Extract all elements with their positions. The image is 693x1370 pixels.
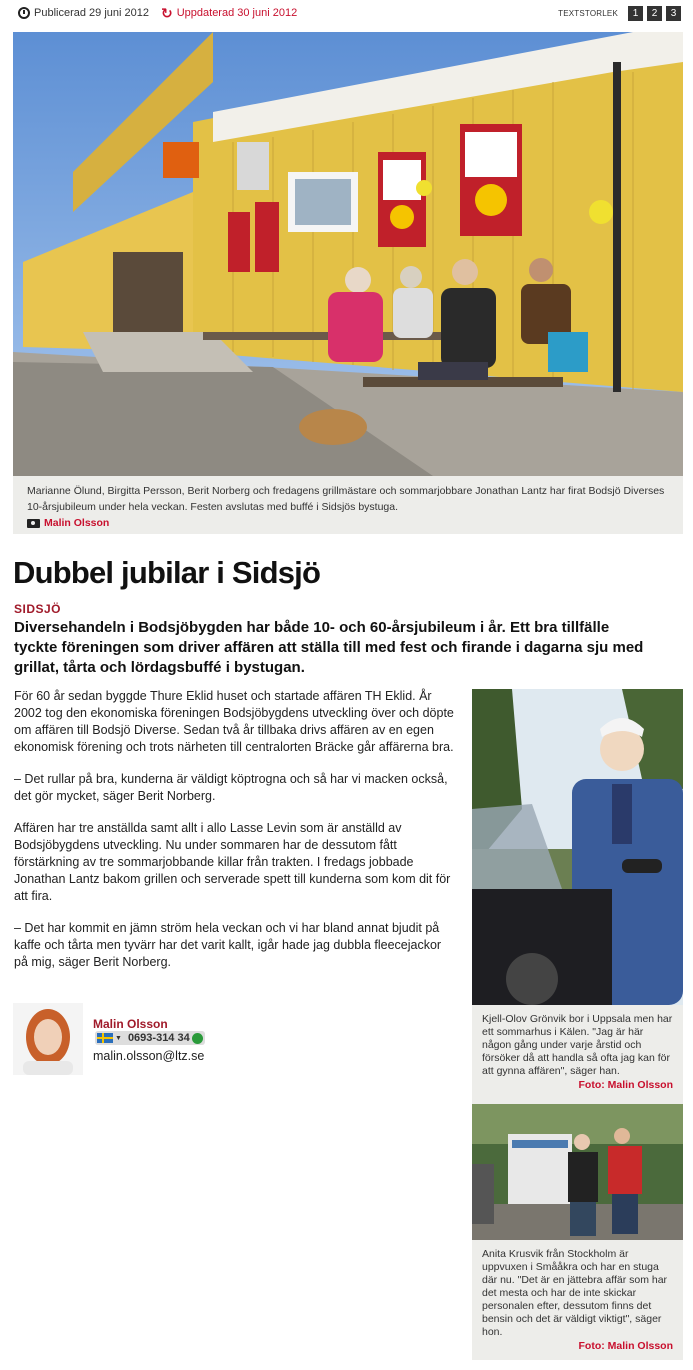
side-caption-2-credit: Foto: Malin Olsson — [578, 1340, 673, 1352]
hero-photo-credit — [27, 515, 669, 531]
refresh-icon: ↻ — [160, 5, 173, 21]
side-photo-2-illustration — [472, 1104, 683, 1240]
textsize-label: TEXTSTORLEK — [558, 8, 618, 18]
side-photo-1[interactable] — [472, 689, 683, 1005]
side-photo-1-illustration — [472, 689, 683, 1005]
camera-icon — [27, 519, 40, 528]
side-caption-2-text: Anita Krusvik från Stockholm är uppvuxen i Smååkra och har en stuga där nu. "Det är en jättebra affär som har det mesta och har de inte skickar personalen efter, dessutom finns det bensin och det är väldigt viktigt", säger hon. — [482, 1248, 668, 1338]
body-paragraph: – Det rullar på bra, kunderna är väldigt köptrogna och så har vi macken också, det gör mycket, säger Berit Norberg. — [14, 772, 448, 803]
chevron-down-icon: ▼ — [115, 1034, 122, 1042]
article-body — [14, 688, 454, 986]
article-title: Dubbel jubilar i Sidsjö — [13, 555, 321, 590]
author-email[interactable]: malin.olsson@ltz.se — [93, 1049, 205, 1063]
clock-icon — [18, 7, 30, 19]
article-meta — [18, 5, 681, 21]
hero-credit-name: Malin Olsson — [44, 517, 110, 529]
article-kicker: SIDSJÖ — [14, 602, 62, 616]
side-caption-1-credit: Foto: Malin Olsson — [578, 1079, 673, 1091]
body-paragraph: Affären har tre anställda samt allt i allo Lasse Levin som är anställd av Bodsjöbygdens utveckling. Nu under sommaren har de dessutom fått förstärkning av tre sommarjobbande killar från trakten. I fredags jobbade Jonathan Lantz bakom grillen och serverade spett till kunderna som kom dit för att fira. — [14, 821, 451, 903]
author-box — [13, 1003, 413, 1078]
textsize-1-button[interactable]: 1 — [628, 6, 643, 21]
published-text: Publicerad 29 juni 2012 — [34, 7, 149, 19]
author-avatar-illustration — [13, 1003, 83, 1075]
hero-photo-illustration — [13, 32, 683, 476]
author-avatar — [13, 1003, 83, 1075]
textsize-control — [558, 6, 681, 21]
hero-photo[interactable] — [13, 32, 683, 476]
article-ingress: Diversehandeln i Bodsjöbygden har både 10- och 60-årsjubileum i år. Ett bra tillfälle tyckte föreningen som driver affären att ställa till med fest och firande i dagarna sju med grillat, tårta och lördagsbuffé i bystugan. — [14, 619, 644, 676]
updated-text: Uppdaterad 30 juni 2012 — [176, 7, 298, 19]
published-date — [18, 7, 149, 19]
author-phone[interactable] — [95, 1031, 205, 1045]
side-caption-1-text: Kjell-Olov Grönvik bor i Uppsala men har ett sommarhus i Kälen. "Jag är här någon gång under varje årstid och försöker då att handla så ofta jag kan för att gynna affären", säger han. — [482, 1013, 673, 1077]
sweden-flag-icon — [97, 1033, 113, 1043]
author-phone-number: 0693-314 34 — [127, 1032, 190, 1044]
hero-caption — [13, 476, 683, 534]
body-paragraph: – Det har kommit en jämn ström hela veckan och vi har bland annat bjudit på kaffe och tårta men tyvärr har det varit kallt, igår hade jag dubbla fleecejackor på mig, säger Berit Norberg. — [14, 921, 442, 969]
side-caption-2 — [472, 1240, 683, 1360]
hero-caption-text: Marianne Ölund, Birgitta Persson, Berit Norberg och fredagens grillmästare och sommarjobbare Jonathan Lantz har firat Bodsjö Diverses 10-årsjubileum under hela veckan. Festen avslutas med buffé i Sidsjös bystuga. — [27, 485, 665, 513]
author-name[interactable]: Malin Olsson — [93, 1017, 168, 1031]
textsize-2-button[interactable]: 2 — [647, 6, 662, 21]
textsize-3-button[interactable]: 3 — [666, 6, 681, 21]
updated-date — [161, 7, 297, 19]
side-caption-1 — [472, 1005, 683, 1104]
call-icon[interactable] — [192, 1033, 203, 1044]
side-photo-2[interactable] — [472, 1104, 683, 1240]
body-paragraph: För 60 år sedan byggde Thure Eklid huset och startade affären TH Eklid. År 2002 tog den ekonomiska föreningen Bodsjöbygdens utveckling över och döpte om affären till Bodsjö Diverse. Sedan två år tillbaka drivs affären av en egen ekonomisk förening och trots närheten till centralorten Bräcke går affärerna bra. — [14, 689, 454, 754]
